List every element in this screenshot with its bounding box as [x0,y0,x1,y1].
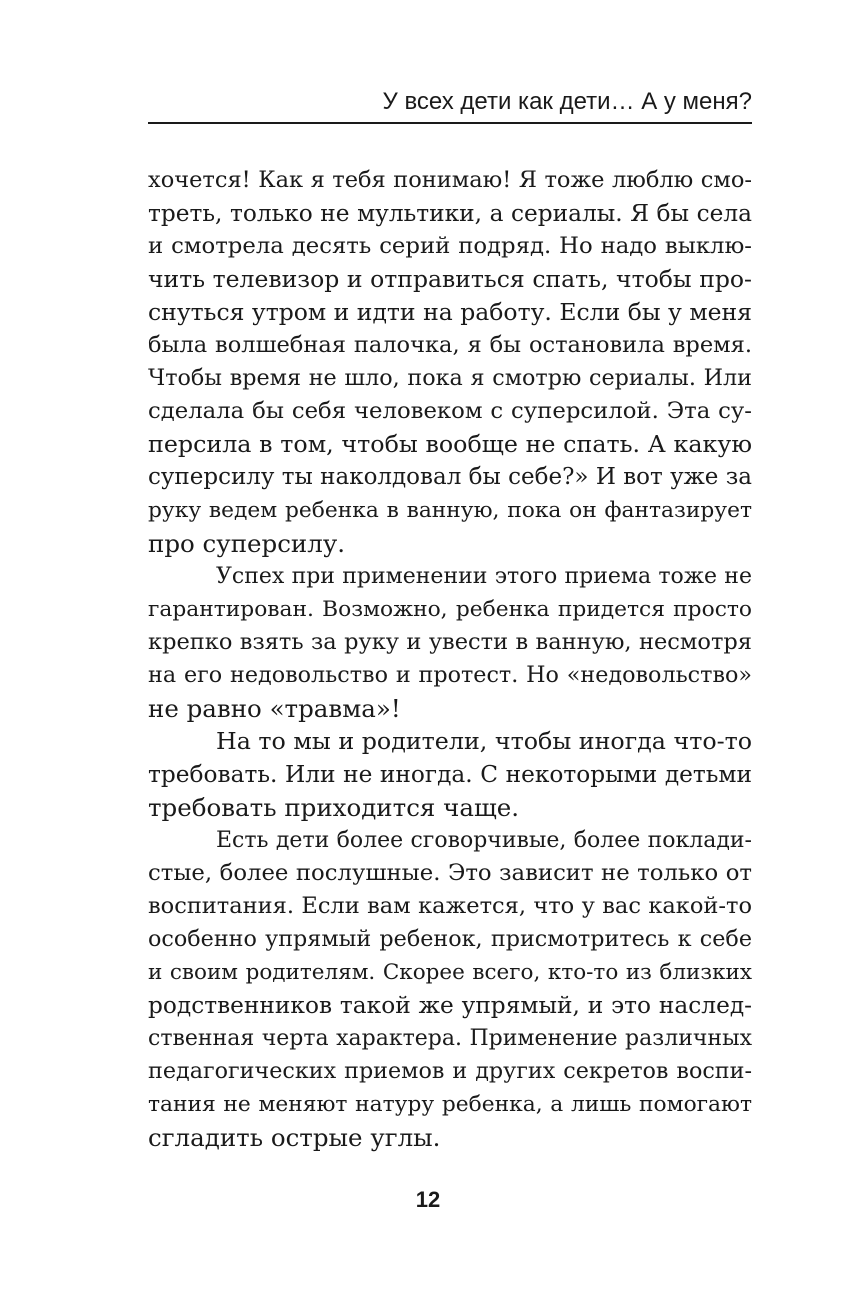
body-text [148,164,752,1154]
text-line: треть, только не мультики, а сериалы. Я бы села [148,200,752,227]
text-line: Есть дети более сговорчивые, более поклади- [216,828,752,853]
paragraph-4 [148,824,752,1154]
text-line: тания не меняют натуру ребенка, а лишь помогают [148,1092,752,1117]
text-line: особенно упрямый ребенок, присмотритесь к себе [148,926,752,952]
text-line: была волшебная палочка, я бы остановила время. [148,332,752,358]
text-line: гарантирован. Возможно, ребенка придется просто [148,597,752,622]
header-rule [148,122,752,124]
text-line: чить телевизор и отправиться спать, чтобы про- [148,265,752,293]
page-number: 12 [415,1187,441,1212]
text-line: хочется! Как я тебя понимаю! Я тоже люблю смо- [148,167,752,193]
text-line: стые, более послушные. Это зависит не только от [148,860,752,886]
paragraph-1 [148,164,752,560]
text-line: и смотрела десять серий подряд. Но надо выклю- [148,233,752,259]
text-line: не равно «травма»! [148,694,401,723]
text-line: руку ведем ребенка в ванную, пока он фантазирует [148,498,752,523]
running-header-title: У всех дети как дети… А у меня? [382,88,752,115]
text-line: крепко взять за руку и увести в ванную, несмотря [148,629,752,655]
text-line: Чтобы время не шло, пока я смотрю сериалы. Или [148,365,752,391]
text-line: и своим родителям. Скорее всего, кто-то из близких [148,960,752,985]
text-line: про суперсилу. [148,529,346,558]
text-line: на его недовольство и протест. Но «недовольство» [148,662,752,688]
text-line: Успех при применении этого приема тоже не [216,564,752,589]
text-line: персила в том, чтобы вообще не спать. А какую [148,430,752,458]
text-line: воспитания. Если вам кажется, что у вас какой-то [148,893,752,919]
paragraph-2 [148,560,752,725]
text-line: требовать. Или не иногда. С некоторыми детьми [148,761,752,788]
text-line: сделала бы себя человеком с суперсилой. Эта су- [148,398,752,424]
text-line: родственников такой же упрямый, и это наслед- [148,992,752,1019]
paragraph-3 [148,725,752,824]
text-line: суперсилу ты наколдовал бы себе?» И вот уже за [148,464,752,490]
text-line: ственная черта характера. Применение различных [148,1026,752,1051]
text-line: снуться утром и идти на работу. Если бы у меня [148,298,753,326]
text-line: На то мы и родители, чтобы иногда что-то [216,727,753,755]
text-line: требовать приходится чаще. [148,793,520,822]
text-line: сгладить острые углы. [148,1123,441,1152]
text-line: педагогических приемов и других секретов воспи- [148,1058,752,1084]
